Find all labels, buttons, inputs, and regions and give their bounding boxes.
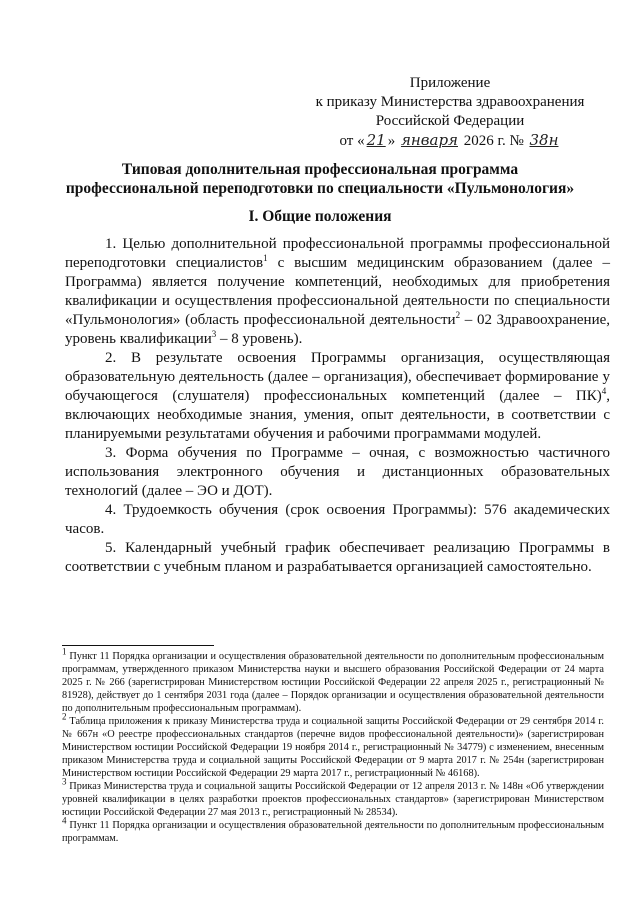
footnote-2-text: Таблица приложения к приказу Министерства труда и социальной защиты Российской Федерации от 29 сентября 2014 г. № 667н «О реестре профессиональных стандартов (перечне видов профессиональной деятельности)» (зарегистрирован Министерством юстиции Российской Федерации 19 ноября 2014 г., регистрационный № 34779) с изменением, внесенным приказом Министерства труда и социальной защиты Российской Федерации от 9 марта 2017 г. № 254н (зарегистрирован Министерством юстиции Российской Федерации 29 марта 2017 г., регистрационный № 46168). [62, 716, 604, 779]
p2-text-b: , включающих необходимые знания, умения, опыт деятельности, в соответствии с планируемыми результатами обучения и рабочими программами модулей. [65, 388, 610, 442]
approval-date-line [300, 131, 600, 151]
date-year: 2026 г. № [459, 133, 528, 149]
footnote-1-text: Пункт 11 Порядка организации и осуществления образовательной деятельности по дополнительным профессиональным программам, утвержденного приказом Министерства науки и высшего образования Российской Федерации от 24 марта 2025 г. № 266 (зарегистрирован Министерством юстиции Российской Федерации 22 апреля 2025 г., регистрационный № 81928), действует до 1 сентября 2031 года (далее – Порядок организации и осуществления образовательной деятельности по дополнительным профессиональным программам). [62, 651, 604, 714]
footnote-1 [62, 646, 604, 715]
handwritten-month: января [400, 131, 458, 149]
footnote-1-mark: 1 [62, 646, 67, 657]
date-mid: » [387, 133, 399, 149]
section-title: I. Общие положения [248, 208, 392, 225]
approval-block [300, 74, 600, 151]
paragraph-2 [65, 349, 610, 444]
paragraph-4: 4. Трудоемкость обучения (срок освоения Программы): 576 академических часов. [65, 502, 610, 537]
footnotes [62, 646, 604, 845]
footnote-4 [62, 815, 604, 845]
date-prefix: от « [339, 133, 365, 149]
footnote-4-mark: 4 [62, 815, 67, 826]
paragraph-3: 3. Форма обучения по Программе – очная, с возможностью частичного использования электронного обучения и дистанционных образовательных технологий (далее – ЭО и ДОТ). [65, 445, 610, 499]
handwritten-number: 38н [529, 131, 559, 149]
p1-text-d: – 8 уровень). [216, 331, 303, 347]
footnote-4-text: Пункт 11 Порядка организации и осуществления образовательной деятельности по дополнительным профессиональным программам. [62, 820, 604, 844]
approval-order-ref: к приказу Министерства здравоохранения [315, 94, 585, 110]
paragraph-1 [65, 235, 610, 349]
approval-heading: Приложение [409, 75, 491, 91]
p1-text-b: с высшим медицинским образованием (далее – Программа) является получение компетенций, необходимых для приобретения квалификации и осуществления профессиональной деятельности по специальности «Пульмонология» (область профессиональной деятельности [65, 255, 611, 328]
footnote-divider [62, 645, 214, 646]
p2-text-a: 2. В результате освоения Программы организация, осуществляющая образовательную деятельность (далее – организация), обеспечивает формирование у обучающегося (слушателя) профессиональных компетенций (далее – ПК) [65, 350, 610, 404]
p1-text-c: – 02 Здравоохранение, уровень квалификации [65, 312, 610, 347]
approval-country: Российской Федерации [375, 113, 525, 129]
footnote-3 [62, 776, 604, 819]
document-body [65, 235, 610, 577]
handwritten-day: 21 [366, 131, 386, 149]
footnote-ref-3: 3 [211, 329, 217, 339]
document-title: Типовая дополнительная профессиональная программа профессиональной переподготовки по специальности «Пульмонология» [65, 161, 575, 197]
paragraph-5: 5. Календарный учебный график обеспечивает реализацию Программы в соответствии с учебным планом и разрабатывается организацией самостоятельно. [65, 540, 610, 575]
footnote-ref-2: 2 [455, 310, 461, 320]
footnote-3-text: Приказ Министерства труда и социальной защиты Российской Федерации от 12 апреля 2013 г. № 148н «Об утверждении уровней квалификации в целях разработки проектов профессиональных стандартов» (зарегистрирован Министерством юстиции Российской Федерации 27 мая 2013 г., регистрационный № 28534). [62, 781, 604, 818]
footnote-ref-4: 4 [601, 386, 607, 396]
footnote-ref-1: 1 [263, 253, 268, 263]
footnote-2-mark: 2 [62, 711, 67, 722]
footnote-3-mark: 3 [62, 776, 67, 787]
p1-text-a: 1. Целью дополнительной профессиональной программы профессиональной переподготовки специалистов [65, 236, 610, 271]
footnote-2 [62, 711, 604, 780]
